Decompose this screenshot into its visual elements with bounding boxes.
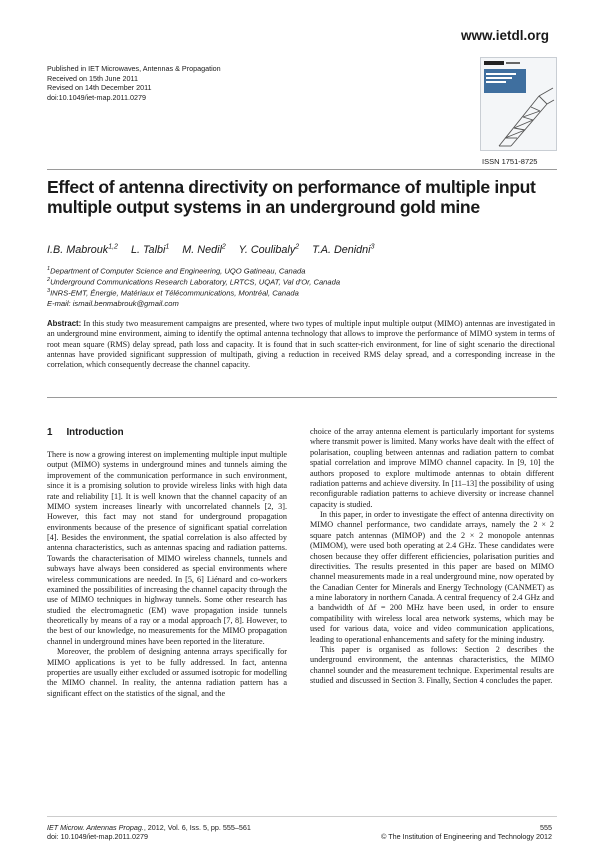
affiliation-text: Underground Communications Research Laboratory, LRTCS, UQAT, Val d'Or, Canada [50, 277, 341, 287]
section-title: Introduction [66, 427, 124, 438]
author-list [47, 243, 384, 256]
issn: ISSN 1751-8725 [482, 157, 538, 166]
copyright: © The Institution of Engineering and Technology 2012 [381, 832, 552, 842]
body-paragraph: There is now a growing interest on implementing multiple input multiple output (MIMO) systems in underground mines and tunnels aiming the improvement of the communication performance in such environment, since it is a promising solution to provide wireless links with high data rate and reliability [1]. It is well known that the channel capacity of an MIMO system increases linearly with uncorrelated channels [2, 3]. However, this fact may not stand for underground propagation environments because of the presence of significant spatial correlation [4]. Besides the environment, the spatial correlation is also affected by antenna characteristics, such as antennas spacing and radiation patterns. Towards the characterisation of MIMO wireless channels, tunnels and subways have always been considered as special environments where wireless communications are needed. In [5, 6] Liénard and co-workers examined the possibilities of increasing the channel capacity through the use of MIMO techniques in highway tunnels. Some other research has studied the electromagnetic (EM) wave propagation inside tunnels theoretically by means of a ray or a modal approach [7, 8]. However, to the best of our knowledge, no measurements for the MIMO propagation channel in underground mines have been reported in the literature. [47, 450, 287, 646]
section-heading [47, 427, 124, 438]
author [131, 244, 169, 256]
author-name: T.A. Denidni [312, 243, 371, 256]
affiliation [47, 265, 340, 276]
footer-doi: doi: 10.1049/iet-map.2011.0279 [47, 832, 148, 842]
journal-cover-image [481, 58, 556, 150]
received-date: Received on 15th June 2011 [47, 73, 138, 83]
affiliation-mark: 3 [47, 288, 51, 295]
author-name: M. Nedil [182, 243, 222, 256]
published-in: Published in IET Microwaves, Antennas & Propagation [47, 64, 221, 73]
footer-journal-line [47, 823, 251, 832]
revised-date: Revised on 14th December 2011 [47, 83, 152, 93]
page-number: 555 [540, 823, 552, 832]
author-affiliation-mark: 3 [370, 243, 375, 250]
author-affiliation-mark: 1 [165, 243, 170, 250]
body-paragraph: This paper is organised as follows: Section 2 describes the underground environment, the antennas characteristics, the MIMO channel sounder and the measurement technique. Experimental results are studied and discussed in Section 3. Finally, Section 4 concludes the paper. [310, 644, 554, 685]
footer-rule [47, 816, 557, 817]
affiliation-mark: 1 [47, 266, 51, 272]
body-paragraph: In this paper, in order to investigate the effect of antenna directivity on MIMO channel performance, two candidate arrays, namely the 2 × 2 square patch antennas (MIMOP) and the 2 × 2 monopole antennas (MIMOM), were used both operating at 2.4 GHz. These candidates were chosen because they offer different efficiencies, polarisation purities and directivities. The results presented in this paper are based on MIMO channel measurements made in a real underground mine, now operated by the Canadian Center for Minerals and Energy Technology (CANMET) as a mine laboratory in northern Canada. A central frequency of 2.4 GHz and a bandwidth of Δf = 200 MHz have been used, in order to ensure compatibility with wireless local area network systems, which may be used for various data, voice and video communication applications, leading to operational enhancements and safety for the mining industry. [310, 510, 554, 644]
paper-title: Effect of antenna directivity on performance of multiple input multiple output systems in an underground gold mine [47, 177, 536, 217]
abstract [47, 319, 555, 370]
affiliation [47, 287, 340, 298]
doi: doi:10.1049/iet-map.2011.0279 [47, 92, 146, 102]
author-affiliation-mark: 1,2 [108, 243, 118, 250]
affiliation-text: Department of Computer Science and Engineering, UQO Gatineau, Canada [50, 266, 306, 276]
journal-cover-thumbnail [480, 57, 557, 151]
site-url[interactable]: www.ietdl.org [460, 28, 549, 43]
publication-info [47, 64, 221, 102]
footer-citation [47, 823, 251, 842]
author-name: Y. Coulibaly [238, 243, 296, 256]
body-column-right [310, 427, 554, 686]
body-paragraph: Moreover, the problem of designing antenna arrays specifically for MIMO applications is yet to be fully addressed. In fact, antenna properties are usually either excluded or assumed isotropic for modelling the MIMO channel. In reality, the antenna radiation pattern has a significant effect on the statistics of the signal, and the [47, 647, 287, 698]
body-paragraph: choice of the array antenna element is particularly important for systems where transmit power is limited. Many works have dealt with the effect of polarisation, coupling between antennas and radiation pattern to combat spatial correlation and improve MIMO channel capacity. In [9, 10] the authors proposed to explore multimode antennas to obtain different radiation patterns and achieve diversity. In [11–13] the possibility of using reconfigurable radiation patterns to achieve diversity or increase channel capacity is studied. [310, 427, 554, 509]
section-number: 1 [47, 427, 53, 438]
author-name: L. Talbi [130, 243, 166, 256]
author-affiliation-mark: 2 [295, 243, 300, 250]
author [47, 244, 118, 256]
abstract-text: In this study two measurement campaigns are presented, where two types of multiple input multiple output (MIMO) antennas are investigated in an underground mine environment, aiming to identify the optimal antenna technology that allows to improve the performance of MIMO system in terms of root mean square (RMS) delay spread, path loss and capacity. It is found that in such scatter-rich environment, for line of sight scenario the directional antennas have provided significant suppression of multipath, giving a reduction in received RMS delay spread, and a corresponding increase in the correlation, which consequently decrease the channel capacity. [47, 319, 555, 370]
author [312, 244, 374, 256]
affiliation [47, 276, 340, 287]
affiliation-mark: 2 [47, 277, 51, 284]
abstract-label: Abstract: [47, 319, 82, 328]
author-affiliation-mark: 2 [221, 243, 226, 250]
affiliation-text: INRS-EMT, Énergie, Matériaux et Télécommunications, Montréal, Canada [50, 289, 299, 298]
author [182, 244, 226, 256]
footer-right [381, 823, 552, 842]
affiliations [47, 265, 340, 308]
abstract-rule [47, 397, 557, 398]
author [239, 244, 300, 256]
footer-volume: , 2012, Vol. 6, Iss. 5, pp. 555–561 [143, 823, 251, 832]
header-rule [47, 169, 557, 170]
author-name: I.B. Mabrouk [47, 243, 109, 256]
footer-journal: IET Microw. Antennas Propag. [47, 823, 144, 832]
corresponding-email[interactable]: E-mail: ismail.benmabrouk@gmail.com [47, 298, 179, 308]
body-column-left [47, 450, 287, 699]
